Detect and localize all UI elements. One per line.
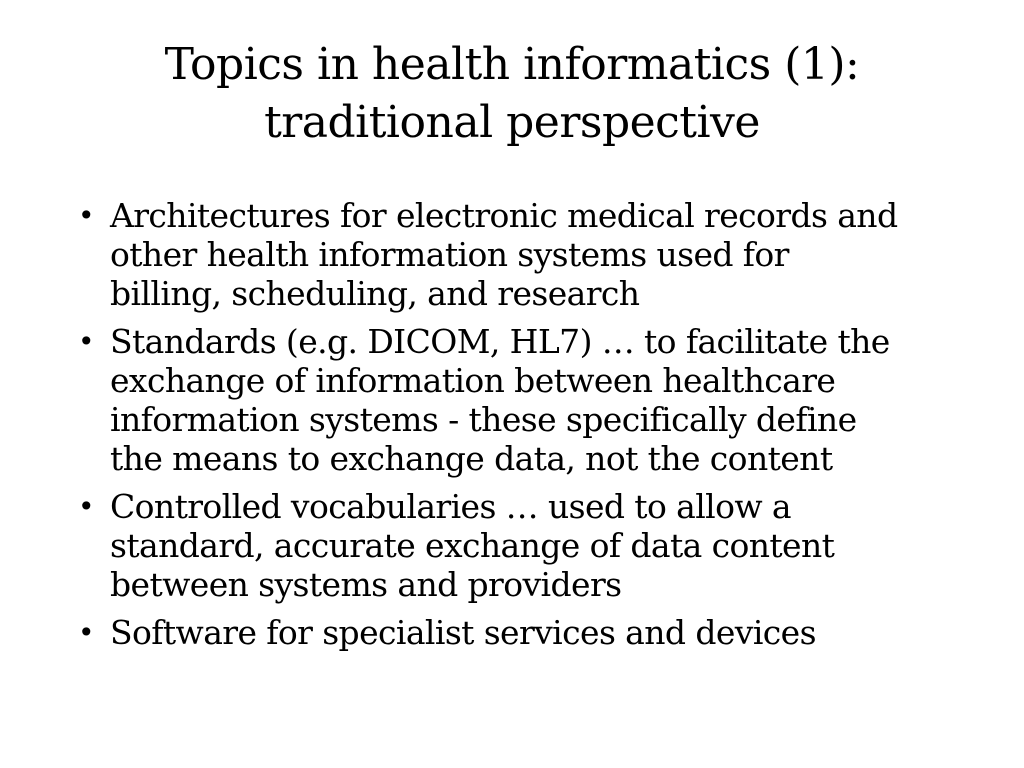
bullet-item-controlled-vocabularies (76, 487, 976, 604)
bullet-line: the means to exchange data, not the content (110, 439, 833, 478)
bullet-dot-icon: • (78, 199, 94, 232)
bullet-list (76, 196, 976, 661)
bullet-line: information systems - these specifically define (110, 400, 857, 439)
bullet-line: Standards (e.g. DICOM, HL7) … to facilitate the (110, 322, 890, 361)
bullet-item-standards (76, 322, 976, 478)
bullet-text (110, 613, 976, 652)
bullet-item-architectures (76, 196, 976, 313)
bullet-line: Controlled vocabularies … used to allow a (110, 487, 791, 526)
bullet-text (110, 196, 976, 313)
bullet-line: Software for specialist services and devices (110, 613, 816, 652)
bullet-line: exchange of information between healthcare (110, 361, 836, 400)
bullet-line: between systems and providers (110, 565, 622, 604)
bullet-line: other health information systems used for (110, 235, 789, 274)
bullet-dot-icon: • (78, 490, 94, 523)
bullet-dot-icon: • (78, 325, 94, 358)
bullet-dot-icon: • (78, 616, 94, 649)
slide-title-line-1: Topics in health informatics (1): (164, 39, 860, 90)
bullet-text (110, 487, 976, 604)
bullet-line: billing, scheduling, and research (110, 274, 640, 313)
slide-title (40, 36, 984, 152)
bullet-text (110, 322, 976, 478)
slide-title-line-2: traditional perspective (264, 97, 760, 148)
bullet-line: standard, accurate exchange of data content (110, 526, 835, 565)
bullet-item-software (76, 613, 976, 652)
bullet-line: Architectures for electronic medical records and (110, 196, 898, 235)
